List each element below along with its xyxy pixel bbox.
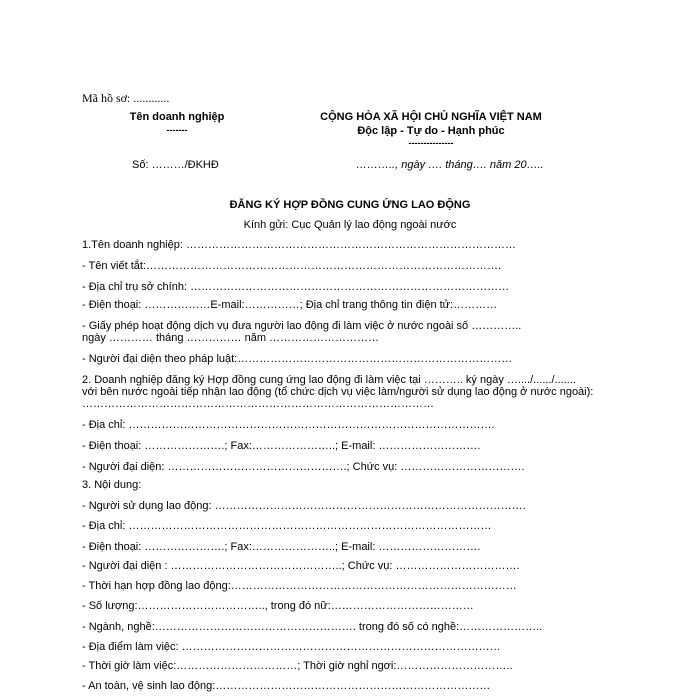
form-line-company-name: 1.Tên doanh nghiệp: ……………………………………………………………………………… <box>82 239 516 251</box>
form-line-rep-2: - Người đại diện: ………………………………………….; Chức vụ: ……………………………. <box>82 461 525 473</box>
document-number: Số: ………/ĐKHĐ <box>132 159 219 171</box>
form-line-safety: - An toàn, vệ sinh lao động:………………………………………………………………… <box>82 680 491 692</box>
form-line-license-date: ngày ………… tháng …………… năm ………………………… <box>82 332 380 344</box>
ma-ho-so: Mã hồ sơ: ............ <box>82 91 170 105</box>
form-line-occupation: - Ngành, nghề:………………………………………………. trong đó số có nghề:………………….. <box>82 621 543 633</box>
company-dashes: ------- <box>166 125 188 135</box>
form-line-working-hours: - Thời giờ làm việc:……………………………; Thời giờ nghỉ ngơi:………………………….. <box>82 660 513 672</box>
form-line-foreign-party-fill: …………………………………………………………………………………… <box>82 398 434 410</box>
form-line-section-2: 2. Doanh nghiệp đăng ký Hợp đồng cung ứng lao động đi làm việc tại ……….. ký ngày …..../....../....... <box>82 374 576 386</box>
form-line-workplace: - Địa điểm làm việc: …………………………………………………………………………… <box>82 641 501 653</box>
form-line-quantity: - Số lượng:…………………………….., trong đó nữ:………………………………… <box>82 600 474 612</box>
form-line-employer: - Người sử dụng lao động: …………………………………………………………………………. <box>82 500 526 512</box>
form-line-rep-3: - Người đại diện : ………………………………………..; Chức vụ: ……………………………. <box>82 560 520 572</box>
nation-title: CỘNG HÒA XÃ HỘI CHỦ NGHĨA VIỆT NAM <box>320 111 542 123</box>
company-label: Tên doanh nghiệp <box>129 111 225 123</box>
form-line-legal-rep: - Người đại diện theo pháp luật:………………………………………………………………… <box>82 353 513 365</box>
motto: Độc lập - Tự do - Hạnh phúc <box>357 125 505 137</box>
form-line-head-office: - Địa chỉ trụ sở chính: …………………………………………………………………………… <box>82 281 510 293</box>
form-line-address-2: - Địa chỉ: ………………………………………………………………………………………. <box>82 419 495 431</box>
form-line-contact-3: - Điện thoại: ………………….; Fax:…………………..; E-mail: ………………………. <box>82 541 481 553</box>
form-line-short-name: - Tên viết tắt:……………………………………………………………………………………. <box>82 260 502 272</box>
form-line-contact-2: - Điện thoại: ………………….; Fax:…………………..; E-mail: ………………………. <box>82 440 481 452</box>
form-line-contract-term: - Thời hạn hợp đồng lao động:…………………………………………………………………… <box>82 580 517 592</box>
form-line-license: - Giấy phép hoạt động dịch vụ đưa người lao động đi làm việc ở nước ngoài số ………….. <box>82 320 522 332</box>
form-line-phone-email: - Điện thoại: ………………E-mail:……………; Địa chỉ trang thông tin điện tử:………… <box>82 299 498 311</box>
recipient: Kính gửi: Cục Quản lý lao động ngoài nước <box>243 219 457 231</box>
form-line-address-3: - Địa chỉ: ……………………………………………………………………………………… <box>82 520 492 532</box>
motto-dashes: --------------- <box>408 138 454 148</box>
form-line-section-3: 3. Nội dung: <box>82 479 142 491</box>
date-line: ……….., ngày …. tháng…. năm 20….. <box>356 159 544 171</box>
document-title: ĐĂNG KÝ HỢP ĐỒNG CUNG ỨNG LAO ĐỘNG <box>229 199 471 211</box>
form-line-foreign-party: với bên nước ngoài tiếp nhận lao động (tổ chức dịch vụ việc làm/người sử dụng lao động ở nước ngoài): <box>82 386 594 398</box>
